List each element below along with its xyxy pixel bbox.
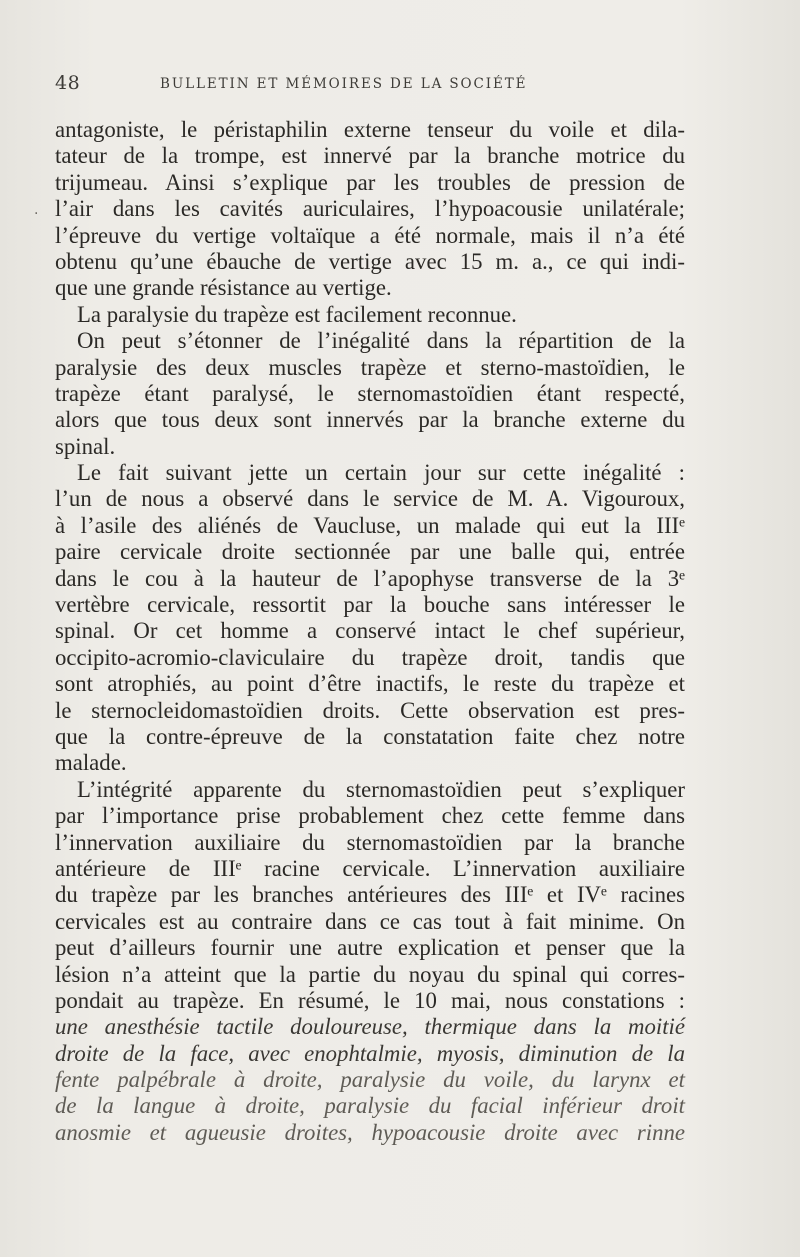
text-line: trapèze étant paralysé, le sternomastoïdien étant respecté, [55, 380, 685, 406]
text-line: antagoniste, le péristaphilin externe tenseur du voile et dila- [55, 117, 685, 142]
italic-text-line: une anesthésie tactile douloureuse, thermique dans la moitié [55, 1014, 685, 1040]
margin-mark: · [34, 206, 39, 222]
text-line: spinal. [55, 433, 116, 459]
text-line: dans le cou à la hauteur de l’apophyse transverse de la 3ᵉ [55, 565, 685, 591]
text-line: l’innervation auxiliaire du sternomastoïdien par la branche [55, 829, 685, 855]
text-line: pondait au trapèze. En résumé, le 10 mai, nous constations : [55, 987, 685, 1013]
text-line: Le fait suivant jette un certain jour sur cette inégalité : [77, 460, 685, 486]
text-line: du trapèze par les branches antérieures des IIIᵉ et IVᵉ racines [55, 882, 685, 908]
text-line: cervicales est au contraire dans ce cas tout à fait minime. On [55, 908, 685, 934]
text-line: alors que tous deux sont innervés par la branche externe du [55, 407, 685, 433]
italic-text-line: fente palpébrale à droite, paralysie du voile, du larynx et [55, 1067, 685, 1093]
text-line: On peut s’étonner de l’inégalité dans la répartition de la [77, 328, 685, 354]
text-line: spinal. Or cet homme a conservé intact le chef supérieur, [55, 618, 685, 644]
text-line: que la contre-épreuve de la constatation faite chez notre [55, 723, 685, 749]
text-line: que une grande résistance au vertige. [55, 275, 392, 301]
text-line: L’intégrité apparente du sternomastoïdien peut s’expliquer [77, 776, 685, 802]
text-line: antérieure de IIIᵉ racine cervicale. L’innervation auxiliaire [55, 855, 685, 881]
text-line: malade. [55, 750, 127, 776]
text-line: occipito-acromio-claviculaire du trapèze droit, tandis que [55, 644, 685, 670]
text-line: La paralysie du trapèze est facilement reconnue. [77, 301, 517, 327]
text-line: l’air dans les cavités auriculaires, l’hypoacousie unilatérale; [55, 196, 685, 222]
text-line: peut d’ailleurs fournir une autre explication et penser que la [55, 935, 685, 961]
text-line: à l’asile des aliénés de Vaucluse, un malade qui eut la IIIᵉ [55, 512, 685, 538]
text-line: l’un de nous a observé dans le service de M. A. Vigouroux, [55, 486, 685, 512]
text-line: trijumeau. Ainsi s’explique par les troubles de pression de [55, 169, 685, 195]
text-line: vertèbre cervicale, ressortit par la bouche sans intéresser le [55, 592, 685, 618]
text-line: paralysie des deux muscles trapèze et sterno-mastoïdien, le [55, 354, 685, 380]
italic-text-line: droite de la face, avec enophtalmie, myosis, diminution de la [55, 1040, 685, 1066]
page-number: 48 [55, 72, 81, 94]
body-text [55, 117, 685, 1146]
text-line: l’épreuve du vertige voltaïque a été normale, mais il n’a été [55, 222, 685, 248]
text-line: paire cervicale droite sectionnée par une balle qui, entrée [55, 539, 685, 565]
text-line: sont atrophiés, au point d’être inactifs, le reste du trapèze et [55, 671, 685, 697]
running-head: BULLETIN ET MÉMOIRES DE LA SOCIÉTÉ [160, 76, 528, 92]
text-line: obtenu qu’une ébauche de vertige avec 15 m. a., ce qui indi- [55, 248, 685, 274]
text-line: par l’importance prise probablement chez cette femme dans [55, 803, 685, 829]
italic-text-line: de la langue à droite, paralysie du facial inférieur droit [55, 1093, 685, 1119]
text-line: lésion n’a atteint que la partie du noyau du spinal qui corres- [55, 961, 685, 987]
italic-text-line: anosmie et agueusie droites, hypoacousie droite avec rinne [55, 1119, 685, 1145]
text-line: tateur de la trompe, est innervé par la branche motrice du [55, 143, 685, 169]
text-line: le sternocleidomastoïdien droits. Cette observation est pres- [55, 697, 685, 723]
page-header [55, 72, 695, 96]
